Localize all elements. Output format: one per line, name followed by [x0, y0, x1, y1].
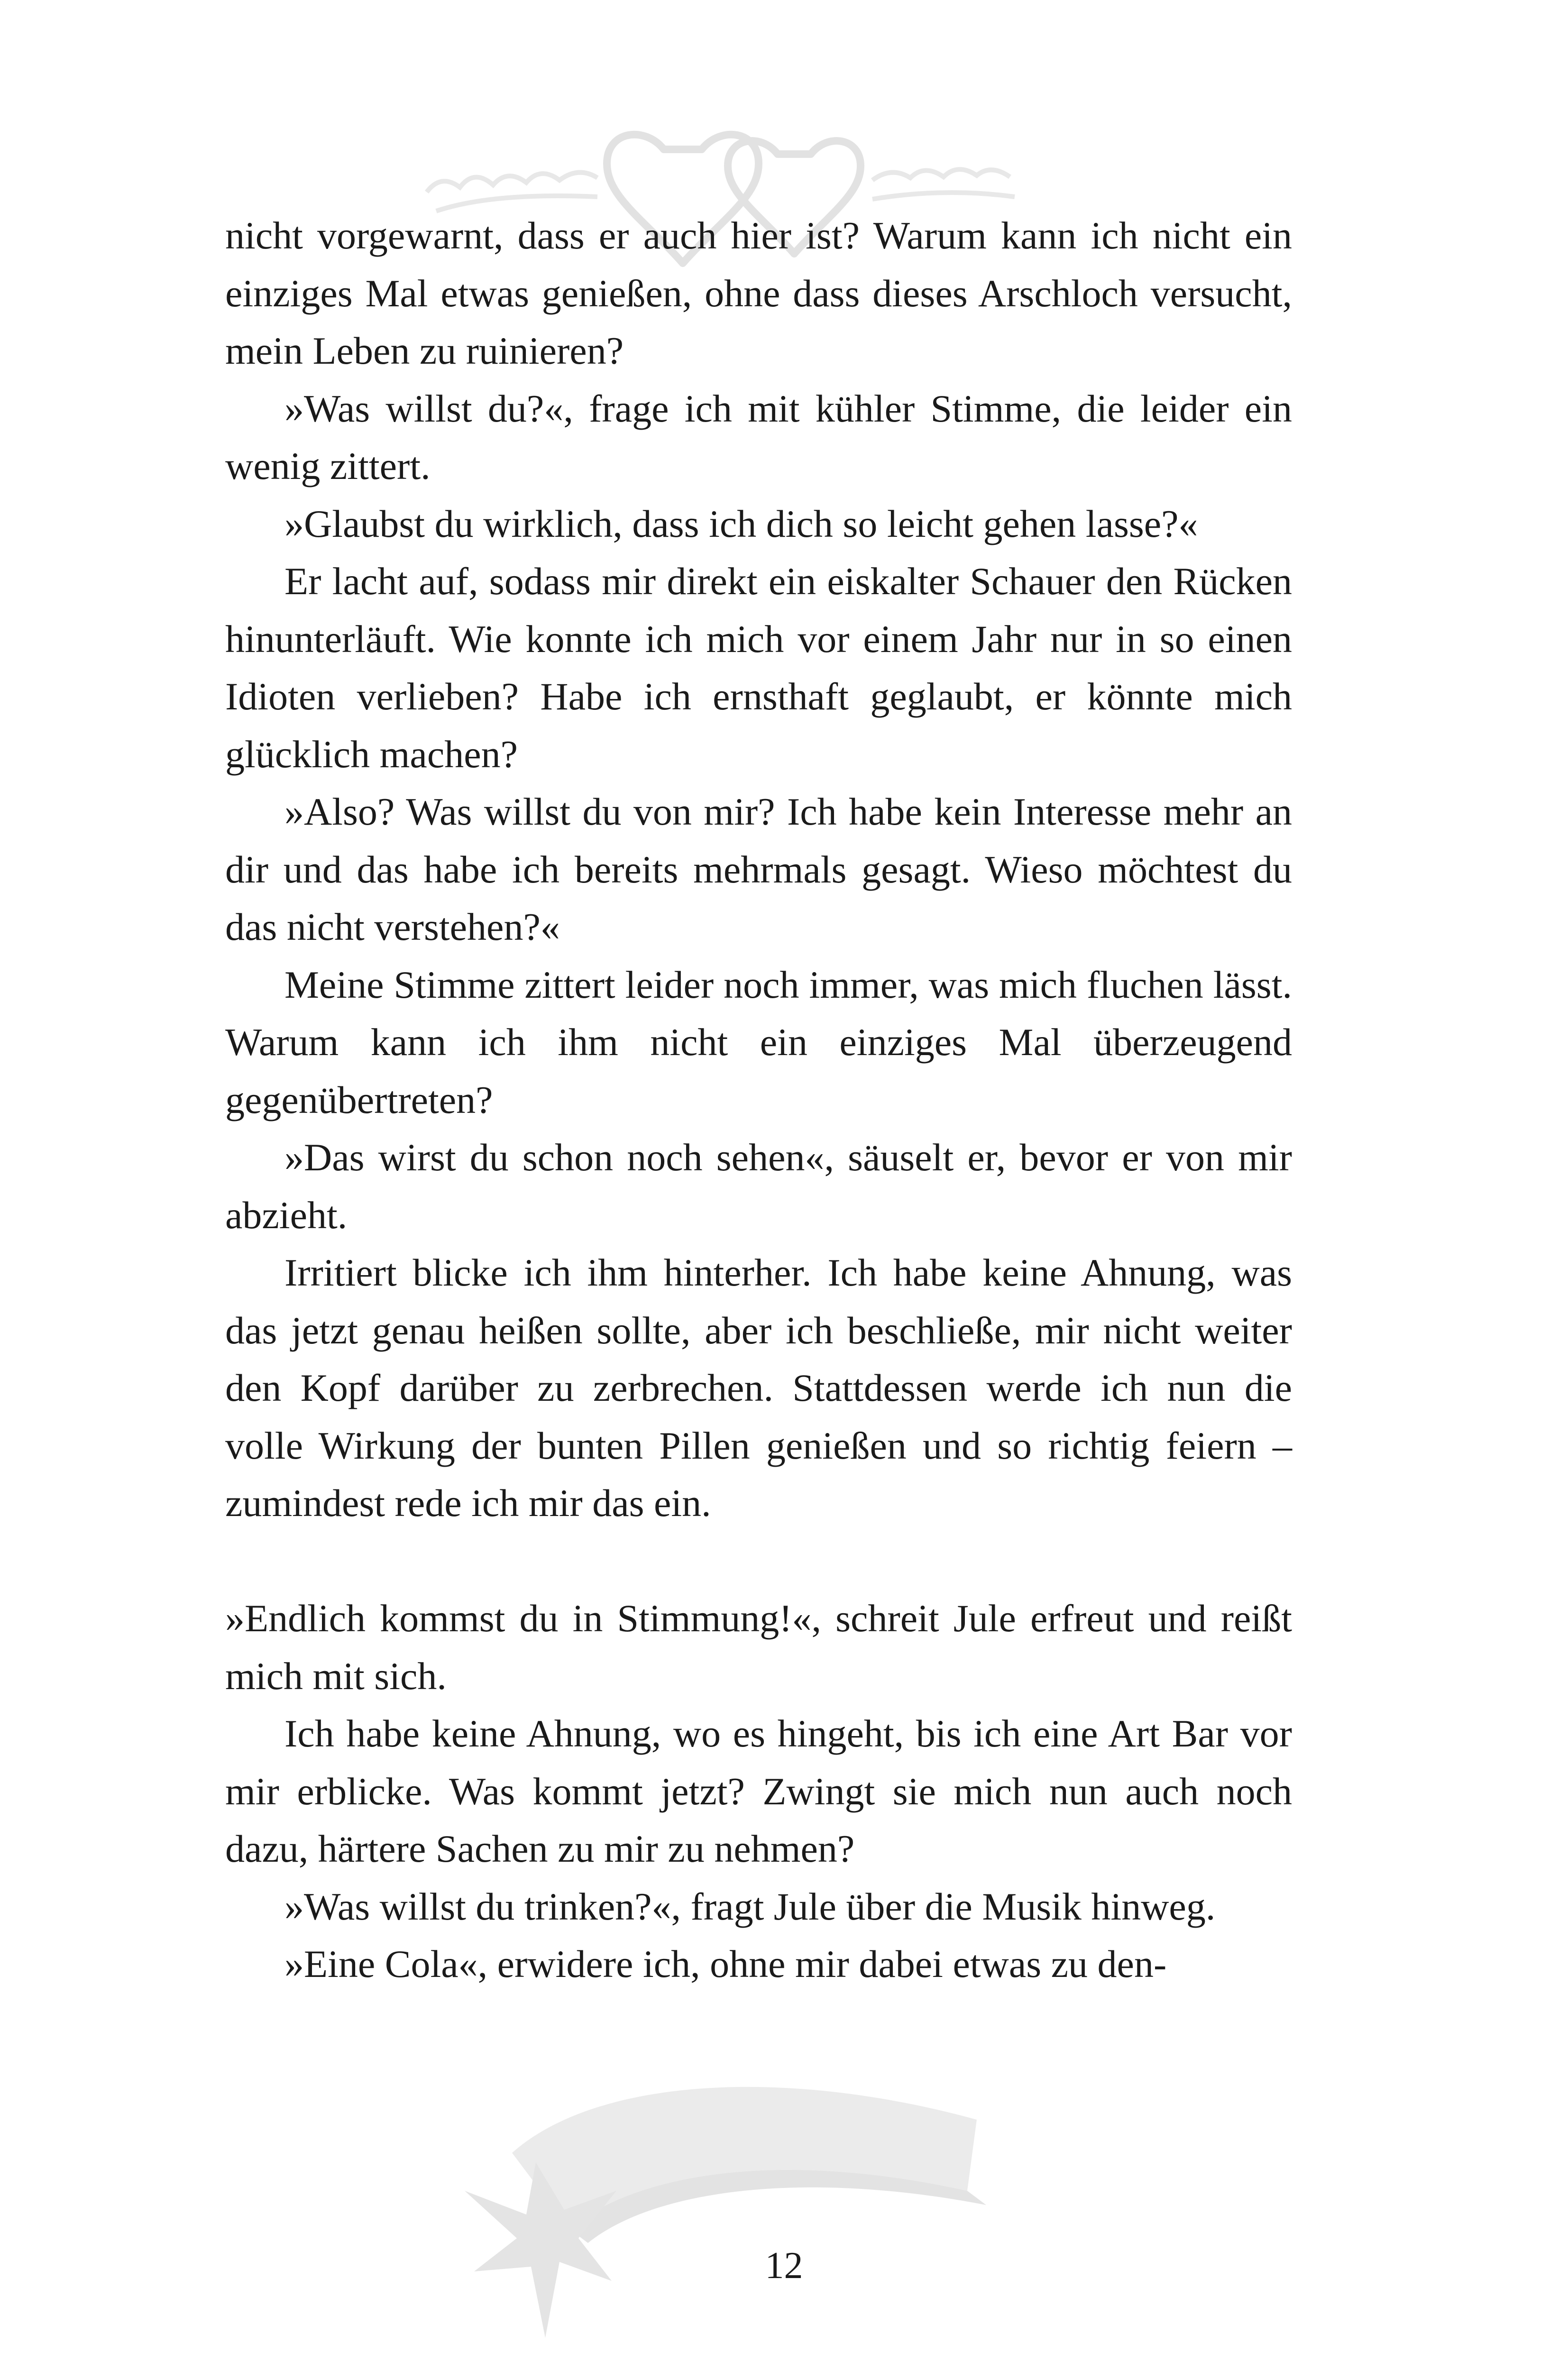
- paragraph: Er lacht auf, sodass mir direkt ein eiskalter Schauer den Rücken hinunterläuft. Wie konnte ich mich vor einem Jahr nur in so einen Idioten verlieben? Habe ich ernsthaft geglaubt, er könnte mich glücklich machen?: [225, 560, 1292, 776]
- paragraph: nicht vorgewarnt, dass er auch hier ist? Warum kann ich nicht ein einziges Mal etwas genießen, ohne dass dieses Arschloch versucht, mein Leben zu ruinieren?: [225, 214, 1292, 372]
- paragraph: »Das wirst du schon noch sehen«, säuselt er, bevor er von mir abzieht.: [225, 1136, 1292, 1237]
- paragraph: »Was willst du trinken?«, fragt Jule über die Musik hinweg.: [284, 1884, 1216, 1928]
- paragraph: »Also? Was willst du von mir? Ich habe kein Interesse mehr an dir und das habe ich bereits mehrmals gesagt. Wieso möchtest du das nicht verstehen?«: [225, 790, 1292, 948]
- paragraph: »Glaubst du wirklich, dass ich dich so leicht gehen lasse?«: [284, 502, 1198, 545]
- paragraph: »Eine Cola«, erwidere ich, ohne mir dabei etwas zu den-: [284, 1942, 1167, 1985]
- paragraph: Ich habe keine Ahnung, wo es hingeht, bis ich eine Art Bar vor mir erblicke. Was kommt jetzt? Zwingt sie mich nun auch noch dazu, härtere Sachen zu mir zu nehmen?: [225, 1712, 1292, 1870]
- paragraph: Meine Stimme zittert leider noch immer, was mich fluchen lässt. Warum kann ich ihm nicht ein einziges Mal überzeugend gegenübertreten?: [225, 963, 1292, 1121]
- body-text: [225, 207, 1292, 1993]
- page-number: 12: [765, 2245, 803, 2287]
- paragraph: »Was willst du?«, frage ich mit kühler Stimme, die leider ein wenig zittert.: [225, 386, 1292, 487]
- paragraph: »Endlich kommst du in Stimmung!«, schreit Jule erfreut und reißt mich mit sich.: [225, 1597, 1292, 1698]
- banner-decoration-icon: [455, 2049, 1000, 2343]
- paragraph: Irritiert blicke ich ihm hinterher. Ich habe keine Ahnung, was das jetzt genau heißen sollte, aber ich beschließe, mir nicht weiter den Kopf darüber zu zerbrechen. Stattdessen werde ich nun die volle Wirkung der bunten Pillen genießen und so richtig feiern – zumindest rede ich mir das ein.: [225, 1251, 1292, 1525]
